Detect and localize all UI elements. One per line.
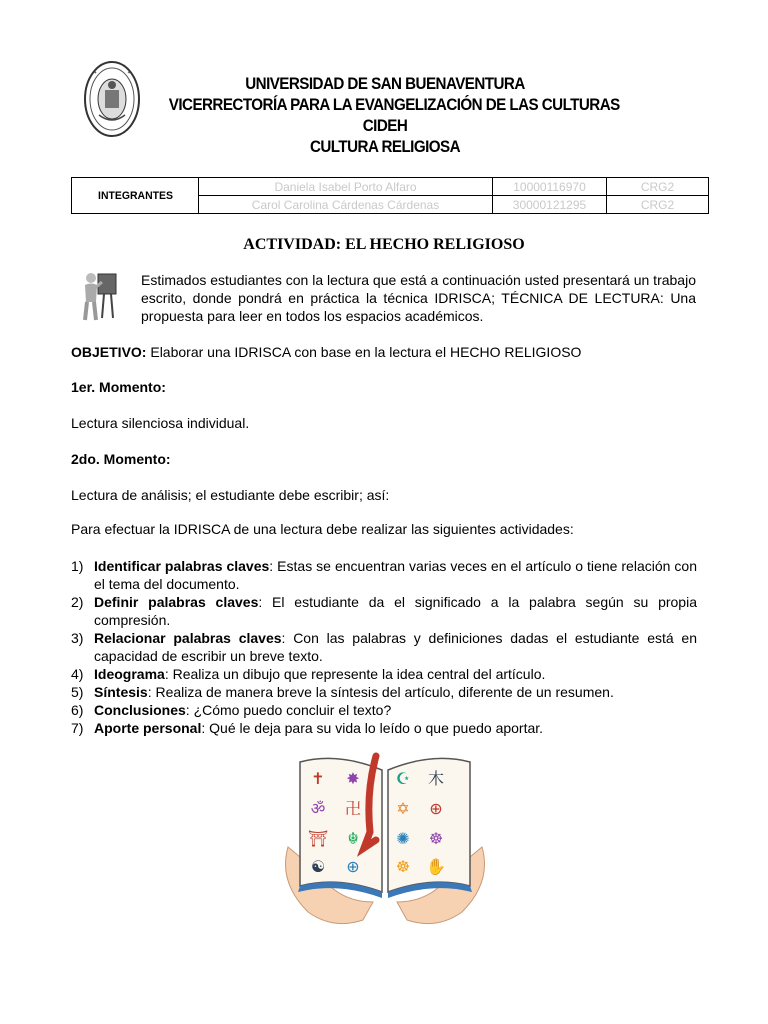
religious-symbol-icon: ☸ [428, 829, 444, 848]
religious-symbol-icon: ⊕ [429, 799, 443, 818]
religious-symbol-icon: ☬ [347, 829, 359, 848]
integrantes-table [71, 177, 709, 214]
step-desc: : Estas se encuentran varias veces en el artículo o tiene relación con el tema del documento. [94, 558, 697, 592]
para-efectuar-text: Para efectuar la IDRISCA de una lectura debe realizar las siguientes actividades: [71, 521, 574, 537]
integrantes-label: INTEGRANTES [75, 178, 196, 214]
step-number: 2) [71, 594, 84, 610]
step-desc: : Realiza de manera breve la síntesis del artículo, diferente de un resumen. [147, 684, 614, 700]
intro-paragraph: Estimados estudiantes con la lectura que está a continuación usted presentará un trabajo escrito, donde pondrá en práctica la técnica IDRISCA; TÉCNICA DE LECTURA: Una propuesta para leer en todos los espacios académicos. [141, 272, 696, 324]
step-number: 1) [71, 558, 84, 574]
university-name: UNIVERSIDAD DE SAN BUENAVENTURA [245, 75, 525, 93]
religious-symbol-icon: ॐ [310, 799, 326, 818]
step-term: Aporte personal [94, 720, 202, 736]
step-number: 7) [71, 720, 84, 736]
student-name: Carol Carolina Cárdenas Cárdenas [199, 196, 493, 214]
step-term: Conclusiones [94, 702, 186, 718]
step-desc: : Qué le deja para su vida lo leído o que puedo aportar. [201, 720, 544, 736]
step-number: 3) [71, 630, 84, 646]
list-item [71, 629, 697, 665]
momento2-text: Lectura de análisis; el estudiante debe escribir; así: [71, 487, 390, 503]
document-header [168, 74, 620, 158]
course-name: CULTURA RELIGIOSA [309, 138, 460, 156]
step-term: Identificar palabras claves [94, 558, 270, 574]
list-item [71, 719, 697, 737]
step-term: Relacionar palabras claves [94, 630, 282, 646]
religious-symbol-icon: ☸ [395, 857, 411, 876]
momento1-text: Lectura silenciosa individual. [71, 415, 250, 431]
student-name: Daniela Isabel Porto Alfaro [199, 178, 493, 196]
student-id: 30000121295 [493, 196, 607, 214]
university-seal-logo [83, 60, 141, 138]
step-term: Síntesis [94, 684, 148, 700]
step-number: 5) [71, 684, 84, 700]
religious-symbol-icon: ✋ [426, 857, 446, 876]
religious-symbol-icon: 木 [427, 769, 445, 788]
step-desc: : Realiza un dibujo que represente la idea central del artículo. [164, 666, 546, 682]
step-desc: : Con las palabras y definiciones dadas el estudiante está en capacidad de escribir un breve texto. [94, 630, 697, 664]
religions-book-illustration [278, 752, 492, 932]
momento1-title: 1er. Momento: [71, 379, 166, 395]
religious-symbol-icon: ⊕ [346, 857, 360, 876]
student-id: 10000116970 [493, 178, 607, 196]
step-term: Ideograma [94, 666, 165, 682]
religious-symbol-icon: ⛩ [307, 829, 329, 848]
momento2-title: 2do. Momento: [71, 451, 171, 467]
vicerrectoria-name: VICERRECTORÍA PARA LA EVANGELIZACIÓN DE LAS CULTURAS [168, 96, 620, 114]
objetivo-paragraph [71, 343, 581, 361]
person-reading-icon [78, 268, 120, 322]
svg-text:✦: ✦ [93, 70, 98, 76]
department-name: CIDEH [362, 117, 408, 135]
activity-title: ACTIVIDAD: EL HECHO RELIGIOSO [243, 236, 525, 253]
step-desc: : ¿Cómo puedo concluir el texto? [185, 702, 392, 718]
objetivo-label: OBJETIVO: [71, 344, 147, 360]
religious-symbol-icon: ✡ [396, 799, 410, 818]
table-row [72, 178, 709, 196]
student-group: CRG2 [607, 178, 709, 196]
student-group: CRG2 [607, 196, 709, 214]
step-term: Definir palabras claves [94, 594, 259, 610]
objetivo-text: Elaborar una IDRISCA con base en la lectura el HECHO RELIGIOSO [146, 344, 582, 360]
religious-symbol-icon: ☯ [310, 857, 326, 876]
list-item [71, 665, 697, 683]
list-item [71, 557, 697, 593]
step-number: 4) [71, 666, 84, 682]
step-desc: : El estudiante da el significado a la palabra según su propia compresión. [94, 594, 697, 628]
list-item [71, 701, 697, 719]
svg-text:✦: ✦ [127, 70, 132, 76]
religious-symbol-icon: ✸ [346, 769, 360, 788]
religious-symbol-icon: ☪ [395, 769, 411, 788]
list-item [71, 683, 697, 701]
religious-symbol-icon: ✺ [396, 829, 410, 848]
step-number: 6) [71, 702, 84, 718]
steps-list [71, 557, 697, 737]
list-item [71, 593, 697, 629]
religious-symbol-icon: ✝ [311, 769, 325, 788]
religious-symbol-icon: 卍 [344, 799, 362, 818]
